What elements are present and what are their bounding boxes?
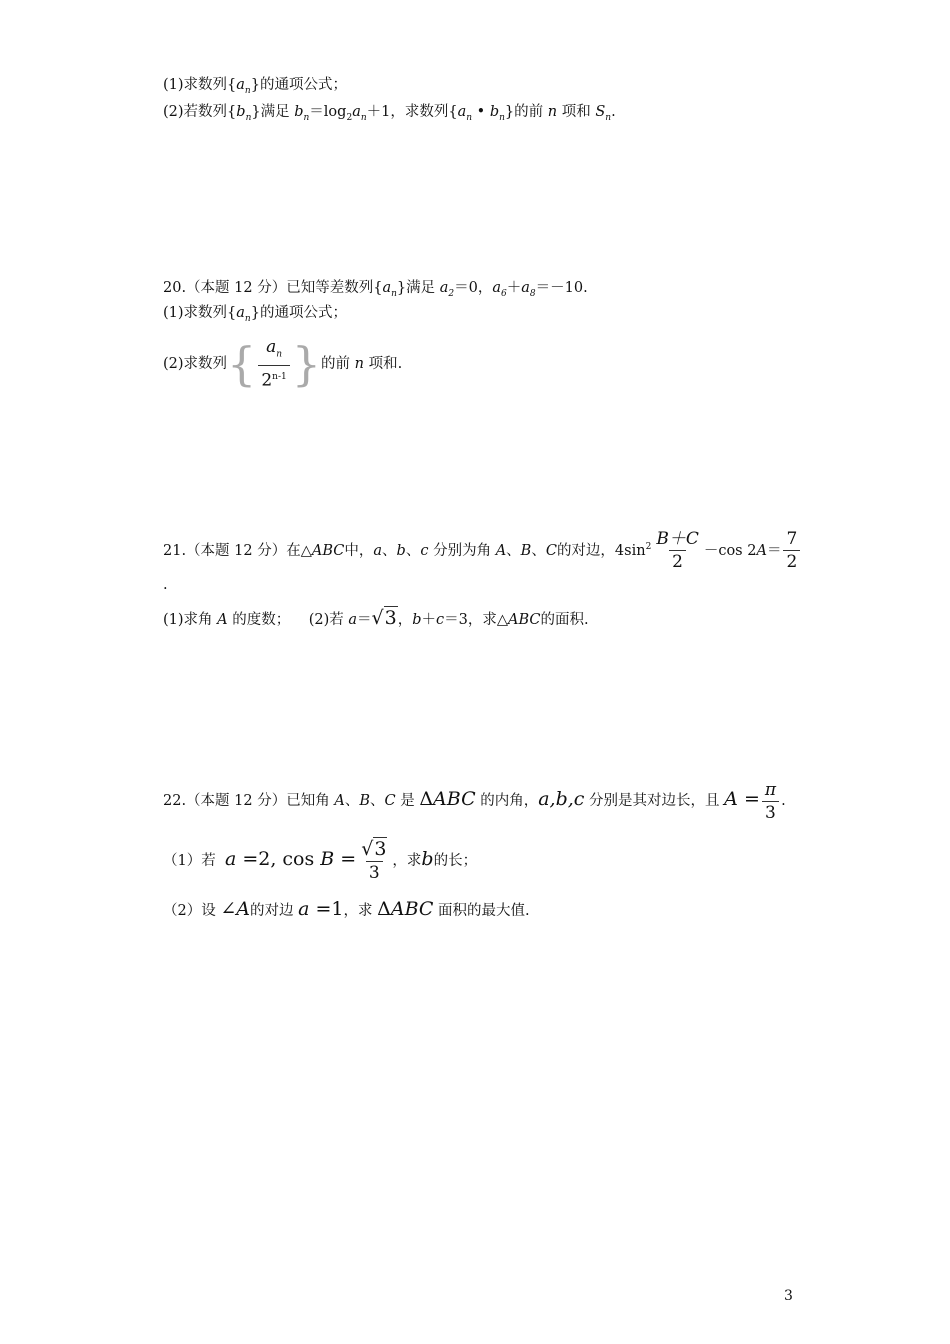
q20-fraction: $\frac{a_n}{2^{n-1}}$	[258, 336, 289, 392]
q20-part2: (2)求数列{ $\frac{a_n}{2^{n-1}}$ }的前 n 项和.	[163, 337, 403, 392]
q21-dot: .	[163, 577, 168, 593]
q20-heading: 20.（本题 12 分）已知等差数列$\{a_n\}$满足 $a_2=0$，$a_6+a_8=-10$.	[163, 280, 588, 299]
q21-fraction-bc: $\frac{B+C}{2}$	[656, 529, 699, 573]
q22-part2: （2）设 ∠A的对边 a =1，求 ΔABC 面积的最大值.	[163, 898, 530, 920]
q21-parts: (1)求角 A 的度数； (2)若 a＝√3，b＋c＝3，求△ABC的面积.	[163, 607, 589, 629]
q22-fraction-sqrt3-third: $\frac{√3}{3}$	[361, 838, 387, 883]
q22-heading: 22.（本题 12 分）已知角 A、B、C 是 ΔABC 的内角，a,b,c 分别是其对边长，且 A = $\frac{\pi}{3}$ .	[163, 779, 786, 823]
q19-part2: (2)若数列$\{b_n\}$满足 $b_n=\log_2a_n+1$，求数列{$a_n$ • $b_n$}的前 n 项和 $S_n$.	[163, 104, 616, 123]
q21-heading: 21.（本题 12 分）在△ABC中，a、b、c 分别为角 A、B、C的对边，$4\sin^2$ $\frac{B+C}{2}$ －cos 2A＝ $\frac{7}{2}$	[163, 523, 802, 575]
q19-part1: (1)求数列$\{a_n\}$的通项公式；	[163, 77, 347, 96]
q22-fraction-pi-third: $\frac{\pi}{3}$	[762, 779, 779, 824]
q22-part1: （1）若 a =2, cos B = $\frac{√3}{3}$ ，求b的长；	[163, 838, 478, 883]
page-number: 3	[784, 1288, 793, 1304]
q21-fraction-seven-half: $\frac{7}{2}$	[783, 528, 800, 573]
q20-part1: (1)求数列$\{a_n\}$的通项公式；	[163, 305, 347, 324]
